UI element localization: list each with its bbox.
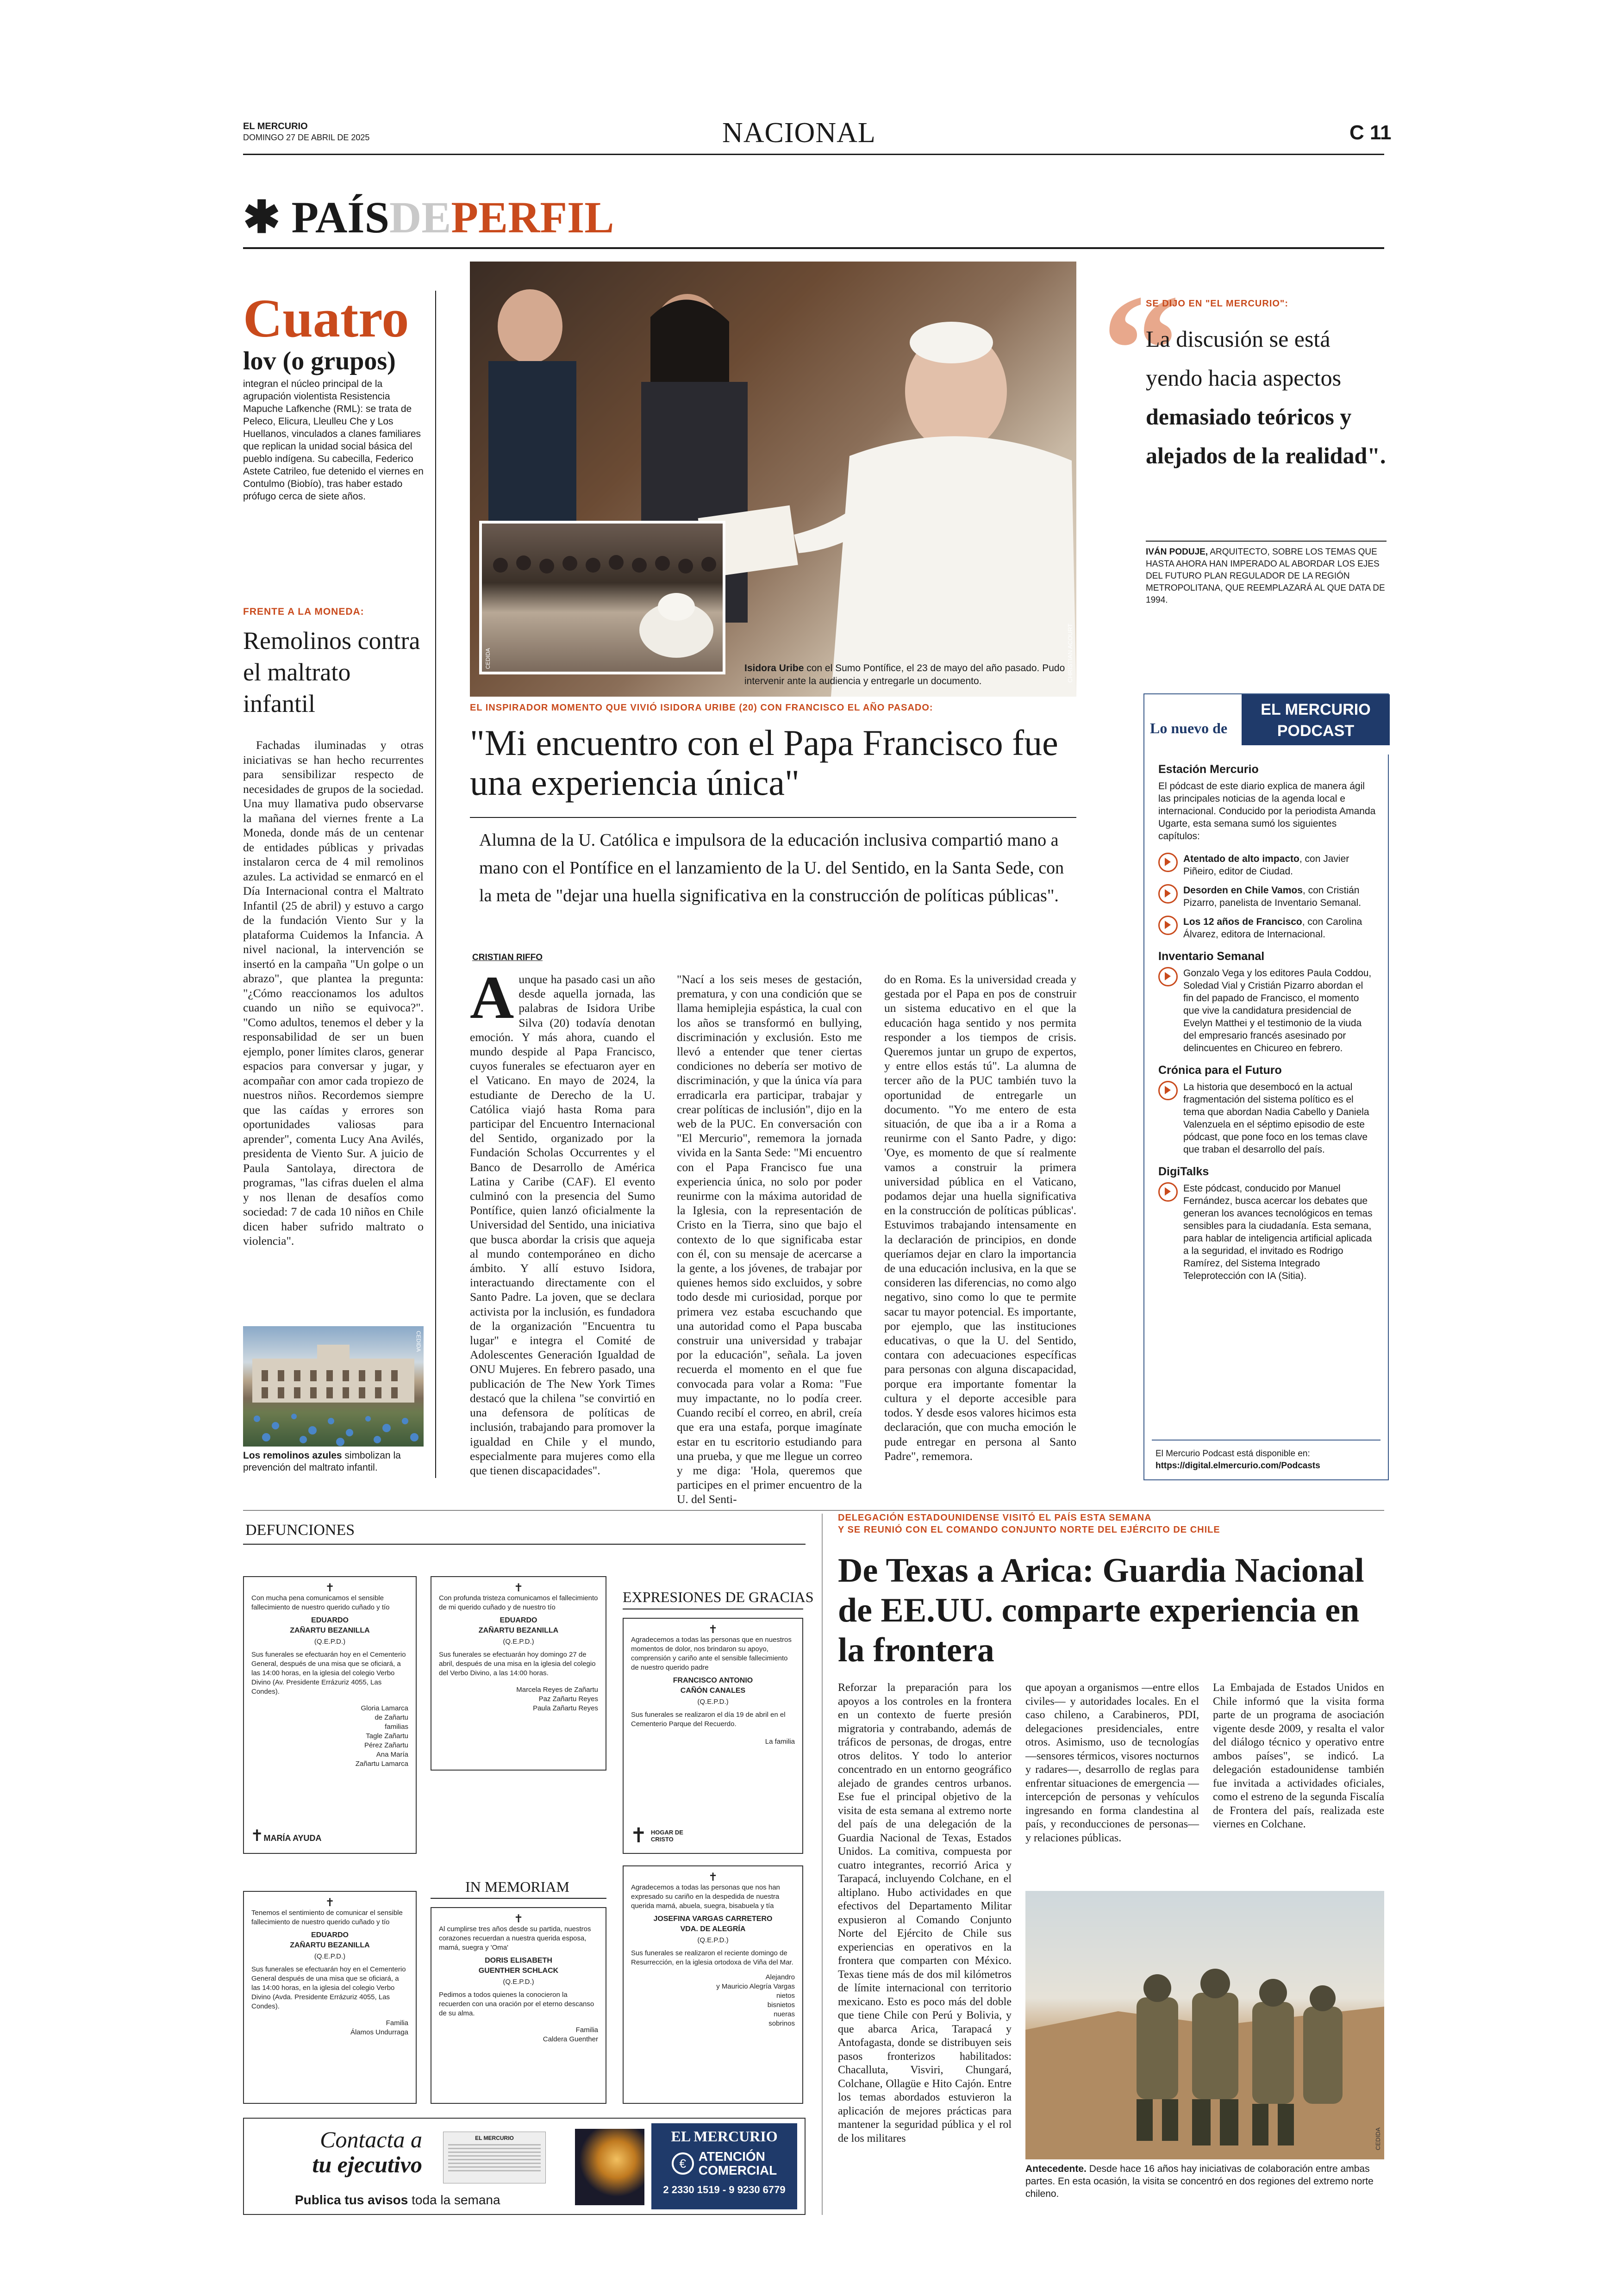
main-column-2-text: "Nací a los seis meses de gestación, prematura, y con una condición que se llama hemiplejia espástica, la cual con los años se transformó en bullying, discriminación y exclusión. Esto me llevó a entender que tener ciertas condiciones no debería ser motivo de discriminación, y que la única vía para erradicarla era participar, trabajar y crear políticas de inclusión", dijo en la web de la PUC. En conversación con "El Mercurio", rememora la jornada vivida en la Santa Sede: "Mi encuentro con el Papa Francisco fue una experiencia única, no solo por poder reunirme con la máxima autoridad de la Iglesia, con la representación de Cristo en la Tierra, sino que bajo el contexto de lo que significaba estar con él, con su mensaje de acercarse a la gente, a los jóvenes, de trabajar por quienes hemos sido excluidos, y sobre todo desde mi curiosidad, porque por primera vez estaba escuchando que una autoridad como el Papa buscaba construir una universidad y trabajar por la educación", señala. La joven recuerda el momento en el que fue convocada para volar a Roma: "Fue muy impactante, no lo podía creer. Cuando recibí el correo, en abril, creía que era una estafa, porque imagínate estar en tu escritorio estudiando para una prueba, y que me llegue un correo y me diga: 'Hola, queremos que participes en el primer encuentro de la U. del Senti- [677,973,862,1506]
texas-photo-credit: CEDIDA [1374,2127,1381,2150]
main-column-3-text: do en Roma. Es la universidad creada y gestada por el Papa en pos de construir un sistema educativo en el que la educación haga sentido y nos permita responder a los tiempos de crisis. Queremos juntar un grupo de expertos, y entre ellos estás tú". La alumna de tercer año de la PUC también tuvo la oportunidad de entregarle un documento. "Yo me entero de esta situación, de que iba a ir a Roma a reunirme con el Santo Padre, y digo: 'Oye, es momento de que sí realmente vamos a construir la primera universidad pública en el Vaticano, podamos dejar una huella significativa en la construcción de políticas públicas'. Estuvimos trabajando intensamente en la declaración de principios, en donde queríamos dejar en claro la importancia de una educación inclusiva, en la que se consideren las diferencias, no como algo negativo, sino como lo que te permite sacar tu mayor potencial. Es importante, por ejemplo, que las instituciones educativas, o que la U. del Sentido, contara con adecuaciones específicas para personas con alguna discapacidad, porque era importante fomentar la cultura y el deporte accesible para todos. Y desde esos valores hicimos esta declaración, que con mucha emoción le pude entregar en persona al Santo Padre", rememora. [884,973,1076,1463]
moneda-illustration [243,1326,424,1447]
remolinos-article [243,606,424,1251]
main-lead: Alumna de la U. Católica e impulsora de la educación inclusiva compartió mano a mano con el Pontífice en el lanzamiento de la U. del Sentido, en la Santa Sede, con la meta de "dejar una huella significativa en la construcción de políticas públicas". [479,830,1064,905]
cross-icon: ✝ [513,1582,524,1594]
podcast-footer-rule [1152,1440,1380,1441]
remolinos-body: Fachadas iluminadas y otras iniciativas se han hecho recurrentes para sensibilizar respecto de necesidades de grupos de la sociedad. Una muy llamativa pudo observarse la mañana del viernes frente a La Moneda, donde más de un centenar de entidades públicas y privadas instalaron cerca de 4 mil remolinos azules. La actividad se enmarcó en el Día Internacional contra el Maltrato Infantil (25 de abril) y estuvo a cargo de la fundación Viento Sur y la plataforma Cuidemos la Infancia. A nivel nacional, la intervención se insertó en la campaña "Un golpe o un abrazo", que plantea la pregunta: "¿Cómo reaccionamos los adultos cuando un niño se equivoca?". "Como adultos, tenemos el deber y la responsabilidad de ser un buen ejemplo, poner límites claros, generar espacios para conversar y jugar, y acompañar con amor cada tropiezo de nuestros niños. Recordemos siempre que las caídas y errores son oportunidades valiosas para aprender", comenta Lucy Ana Avilés, presidenta de Viento Sur. A juicio de Paula Santolaya, directora de programas, "las cifras duelen el alma y nos llenan de desafíos como sociedad: 7 de cada 10 niños en Chile dicen haber sufrido maltrato o violencia". [243,738,424,1247]
podcast-content [1158,759,1376,1289]
play-icon [1158,884,1178,904]
main-photo [470,262,1076,697]
ad-phones[interactable]: 2 2330 1519 - 9 9230 6779 [663,2184,786,2195]
main-column-1-text: unque ha pasado casi un año desde aquella jornada, las palabras de Isidora Uribe Silva (20) todavía denotan emoción. Y más ahora, cuando el mundo despide al Papa Francisco, cuyos funerales se efectuaron ayer en el Vaticano. En mayo de 2024, la estudiante de Derecho de la U. Católica viajó hasta Roma para participar del Encuentro Internacional del Sentido, organizado por la Fundación Scholas Occurrentes y el Banco de Desarrollo de América Latina y Caribe (CAF). El evento culminó con la presencia del Sumo Pontífice, quien lanzó oficialmente la Universidad del Sentido, una iniciativa que busca abordar la crisis que aqueja al mundo contemporáneo en dicho ámbito. Y allí estuvo Isidora, interactuando directamente con el Santo Padre. La joven, que se declara activista por la inclusión, es fundadora de la organización "Encuentra tu lugar" e integra el Comité de Adolescentes Generación Igualdad de ONU Mujeres. En febrero pasado, una publicación de The New York Times destacó que la chilena "se convirtió en una defensora de políticas de inclusión, trabajando para promover la igualdad en Chile y el mundo, especialmente para mujeres como ella que tienen discapacidades". [470,973,655,1477]
podcast-episode[interactable] [1158,967,1376,1054]
main-column-3 [884,972,1076,1466]
masthead-date: DOMINGO 27 DE ABRIL DE 2025 [243,133,370,142]
obituary-box: ✝ Con profunda tristeza comunicamos el fallecimiento de mi querido cuñado y de nuestro tío EDUARDO ZAÑARTU BEZANILLA (Q.E.P.D.) Sus funerales se efectuarán hoy domingo 27 de abril, después de una misa en la iglesia del colegio del Verbo Divino, a las 14:00 horas. Marcela Reyes de Zañartu Paz Zañartu Reyes Paula Zañartu Reyes [431,1576,606,1771]
remolinos-caption: Los remolinos azules simbolizan la prevención del maltrato infantil. [243,1450,401,1473]
texas-column-1 [838,1681,1012,2148]
quote-mark-icon: “ [1102,262,1181,437]
ad-headline: Contacta a tu ejecutivo [312,2127,422,2177]
obituary-box: ✝ Tenemos el sentimiento de comunicar el sensible fallecimiento de nuestro querido cuñado y tío EDUARDO ZAÑARTU BEZANILLA (Q.E.P.D.) Sus funerales se efectuarán hoy en el Cementerio General después de una misa que se oficiará, a las 14:00 horas, en la iglesia del colegio Verbo Divino (Avda. Presidente Errázuriz 4055, Las Condes). Familia Álamos Undurraga [243,1891,417,2104]
quote-text: La discusión se está yendo hacia aspectos demasiado teóricos y alejados de la realidad". [1146,326,1386,468]
ad-newspaper-thumb: EL MERCURIO [443,2132,546,2183]
asterisk-icon: ✱ [243,193,281,242]
cross-icon: ✝ [708,1623,718,1636]
cuatro-big-number: Cuatro [243,288,409,349]
remolinos-photo [243,1326,424,1447]
podcast-footer: El Mercurio Podcast está disponible en: https://digital.elmercurio.com/Podcasts [1156,1448,1320,1472]
main-headline: "Mi encuentro con el Papa Francisco fue una experiencia única" [470,723,1058,803]
gracias-box: ✝ Agradecemos a todas las personas que en nuestros momentos de dolor, nos brindaron su apoyo, comprensión y cariño ante el sensible fallecimiento de nuestro querido padre FRANCISCO ANTONIO CAÑÓN CANALES (Q.E.P.D.) Sus funerales se realizaron el día 19 de abril en el Cementerio Parque del Recuerdo. La familia ✝ HOGAR DE CRISTO [623,1618,803,1854]
audience-illustration [482,524,723,672]
podcast-episode[interactable] [1158,1081,1376,1156]
podcast-link[interactable]: https://digital.elmercurio.com/Podcasts [1156,1461,1320,1471]
main-column-1 [470,963,655,1480]
main-kicker: EL INSPIRADOR MOMENTO QUE VIVIÓ ISIDORA URIBE (20) CON FRANCISCO EL AÑO PASADO: [470,703,933,713]
main-column-2 [677,972,862,1509]
ad-banner[interactable] [243,2118,806,2215]
main-photo-credit: CHRISTIAN ACOURT [1067,624,1074,683]
gracias-header: EXPRESIONES DE GRACIAS [623,1589,814,1605]
podcast-episode[interactable]: Desorden en Chile Vamos, con Cristián Pizarro, panelista de Inventario Semanal. [1158,884,1376,909]
play-icon [1158,967,1178,986]
texas-column-3 [1213,1681,1384,1834]
remolinos-title: Remolinos contra el maltrato infantil [243,627,420,717]
inset-credit: CEDIDA [485,648,491,669]
remolinos-kicker: FRENTE A LA MONEDA: [243,606,364,617]
podcast-episode[interactable]: Los 12 años de Francisco, con Carolina Álvarez, editora de Internacional. [1158,916,1376,941]
texas-column-2-text: que apoyan a organismos —entre ellos civiles— y autoridades locales. En el caso chileno, a Carabineros, PDI, delegaciones presidenciales, entre otros. Asimismo, uso de tecnologías —sensores térmicos, visores nocturnos y radares—, desarrollo de reglas para enfrentar situaciones de emergencia —intercepción de personas y vehículos ingresando en forma clandestina al país, y reconducciones de personas— y relaciones públicas. [1025,1682,1199,1844]
podcast-header [1144,694,1390,755]
play-icon [1158,1182,1178,1202]
podcast-s4-title: DigiTalks [1158,1165,1209,1178]
podcast-episode[interactable] [1158,1182,1376,1282]
main-photo-inset [479,521,725,674]
lower-section-rule [243,1510,1384,1511]
gracias-box: ✝ Agradecemos a todas las personas que nos han expresado su cariño en la despedida de nuestra querida mamá, abuela, suegra, bisabuela y tía JOSEFINA VARGAS CARRETERO VDA. DE ALEGRÍA (Q.E.P.D.) Sus funerales se realizaron el reciente domingo de Resurrección, en la iglesia ortodoxa de Viña del Mar. Alejandro y Mauricio Alegría Vargas nietos bisnietos nueras sobrinos [623,1865,803,2104]
podcast-lo-nuevo: Lo nuevo de [1150,720,1228,736]
texas-caption: Antecedente. Desde hace 16 años hay iniciativas de colaboración entre ambas partes. En esta ocasión, la visita se concentró en dos regiones del extremo norte chileno. [1025,2164,1374,2199]
podcast-s4-body: Este pódcast, conducido por Manuel Fernández, busca acercar los debates que generan los avances tecnológicos en temas sensibles para la ciudadanía. Esta semana, para hablar de inteligencia artificial aplicada a la seguridad, el invitado es Rodrigo Ramírez, del Sistema Integrado Teleprotección con IA (Sitia). [1183,1183,1373,1281]
play-icon [1158,916,1178,935]
main-photo-caption: Isidora Uribe con el Sumo Pontífice, el 23 de mayo del año pasado. Pudo intervenir ante la audiencia y entregarle un documento. [744,663,1065,686]
texas-kicker: DELEGACIÓN ESTADOUNIDENSE VISITÓ EL PAÍS ESTA SEMANA Y SE REUNIÓ CON EL COMANDO CONJUNTO NORTE DEL EJÉRCITO DE CHILE [838,1513,1220,1535]
masthead-paper: EL MERCURIO [243,121,308,131]
podcast-s3-body: La historia que desembocó en la actual fragmentación del sistema político es el tema que abordan Nadia Cabello y Daniela Valenzuela en el séptimo episodio de este pódcast, que pone foco en los temas clave que traban el desarrollo del país. [1183,1082,1369,1155]
texas-column-3-text: La Embajada de Estados Unidos en Chile informó que la visita forma parte de un programa de asociación vigente desde 2009, y resalta el valor del diálogo técnico y operativo entre ambos países", se indicó. La delegación estadounidense también fue invitada a actividades oficiales, como el estreno de la segunda Fiscalía de Frontera del país, realizada este viernes en Colchane. [1213,1682,1384,1830]
dropcap: A [470,963,514,1031]
cuatro-box [243,288,424,503]
quote-source: IVÁN PODUJE, ARQUITECTO, SOBRE LOS TEMAS QUE HASTA AHORA HAN IMPERADO AL ABORDAR LOS EJES DEL FUTURO PLAN REGULADOR DE LA REGIÓN METROPOLITANA, QUE REEMPLAZARÁ AL QUE DATA DE 1994. [1146,547,1385,605]
remolinos-photo-credit: CEDIDA [415,1331,422,1352]
texas-column-1-text: Reforzar la preparación para los apoyos a los controles en la frontera en un contexto de fuerte presión migratoria y contrabando, además de tráficos de personas, de drogas, entre otros delitos. Y todo lo anterior concentrado en un entorno geográfico alejado de grandes centros urbanos. Ese fue el principal objetivo de la visita de esta semana al extremo norte del país de una delegación de la Guardia Nacional de Texas, Estados Unidos. La comitiva, compuesta por cuatro integrantes, recorrió Arica y Tarapacá, incluyendo Colchane, en el altiplano. Hubo actividades en que efectivos del Departamento Militar expusieron al Comando Conjunto Norte del Ejército de Chile sus experiencias en operativos en la frontera que comparten con México. Texas tiene más de dos mil kilómetros de límite internacional con territorio mexicano. Esto es poco más del doble que tiene Chile con Perú y Bolivia, y que abarca Arica, Tarapacá y Antofagasta, donde se distribuyen seis pasos fronterizos habilitados: Chacalluta, Visviri, Chungará, Colchane, Ollagüe e Hito Cajón. Entre los temas abordados estuvieron la aplicación de mejores prácticas para mantener la seguridad pública y el rol de los militares [838,1682,1012,2145]
play-icon [1158,853,1178,872]
memoriam-header: IN MEMORIAM [465,1878,569,1895]
cross-icon: ✝ [250,1827,264,1845]
headline-rule [470,817,1076,818]
podcast-s1-title: Estación Mercurio [1158,763,1259,776]
memoriam-rule [431,1898,606,1899]
ad-brand-block: EL MERCURIO € ATENCIÓN COMERCIAL 2 2330 1519 - 9 9230 6779 [651,2123,797,2209]
banner-word-de: DE [389,193,451,242]
euro-icon: € [672,2152,694,2175]
hogar-cross-icon: ✝ [630,1824,647,1847]
quote-kicker: SE DIJO EN "EL MERCURIO": [1146,299,1289,309]
podcast-s1-body: El pódcast de este diario explica de manera ágil las principales noticias de la agenda local e internacional. Conducido por la periodista Amanda Ugarte, esta semana sumó los siguientes capítulos: [1158,781,1376,842]
maria-ayuda-logo: ✝MARÍA AYUDA [250,1827,322,1845]
cross-icon: ✝ [325,1582,335,1594]
cross-icon: ✝ [325,1896,335,1909]
cuatro-subtitle: lov (o grupos) [243,347,396,375]
podcast-episode[interactable]: Atentado de alto impacto, con Javier Piñeiro, editor de Ciudad. [1158,853,1376,878]
podcast-s2-title: Inventario Semanal [1158,950,1265,963]
play-icon [1158,1081,1178,1100]
defunciones-rule [243,1544,806,1545]
podcast-brand: EL MERCURIO PODCAST [1242,694,1390,745]
page-number: C 11 [1349,121,1392,144]
bottom-column-divider [822,1514,823,2215]
cross-icon: ✝ [513,1913,524,1925]
defunciones-header: DEFUNCIONES [245,1522,355,1539]
left-column-divider [435,291,436,1478]
memoriam-box: ✝ Al cumplirse tres años desde su partida, nuestros corazones recuerdan a nuestra querida esposa, mamá, suegra y 'Oma' DORIS ELISABETH GUENTHER SCHLACK (Q.E.P.D.) Pedimos a todos quienes la conocieron la recuerden con una oración por el eterno descanso de su alma. Familia Caldera Guenther [431,1907,606,2104]
section-title: NACIONAL [722,117,876,149]
texas-photo [1025,1891,1384,2159]
podcast-s2-body: Gonzalo Vega y los editores Paula Coddou, Soledad Vial y Cristián Pizarro abordan el fin del papado de Francisco, el momento que vive la candidatura presidencial de Evelyn Matthei y el testimonio de la viuda del empresario francés asesinado por delincuentes en Chicureo en febrero. [1183,968,1372,1054]
thumb-lines [448,2144,541,2172]
podcast-box [1143,693,1389,1480]
banner-rule [243,247,1384,249]
podcast-s3-title: Crónica para el Futuro [1158,1064,1282,1077]
ad-tagline: Publica tus avisos toda la semana [295,2193,500,2207]
ad-phone-image [575,2129,644,2205]
hogar-de-cristo-logo: ✝ HOGAR DE CRISTO [630,1824,683,1847]
cross-icon: ✝ [708,1871,718,1883]
main-byline: CRISTIAN RIFFO [472,953,543,962]
texas-column-2 [1025,1681,1199,1848]
masthead-rule [243,154,1384,155]
banner-word-pais: PAÍS [291,193,390,242]
banner-word-perfil: PERFIL [451,193,614,242]
texas-headline: De Texas a Arica: Guardia Nacional de EE.UU. comparte experiencia en la frontera [838,1552,1364,1669]
cuatro-body: integran el núcleo principal de la agrupación violentista Resistencia Mapuche Lafkenche (RML): se trata de Peleco, Elicura, Lleulleu Che y Los Huellanos, vinculados a clanes familiares que replican la unidad social básica del pueblo indígena. Su cabecilla, Federico Astete Catrileo, fue detenido el viernes en Contulmo (Biobío), tras haber estado prófugo cerca de siete años. [243,379,424,502]
obituary-box: ✝ Con mucha pena comunicamos el sensible fallecimiento de nuestro querido cuñado y tío EDUARDO ZAÑARTU BEZANILLA (Q.E.P.D.) Sus funerales se efectuarán hoy en el Cementerio General, después de una misa que se oficiará, a las 14:00 horas, en la iglesia del colegio Verbo Divino (Av. Presidente Errázuriz 4055, Las Condes). Gloria Lamarca de Zañartu familias Tagle Zañartu Pérez Zañartu Ana María Zañartu Lamarca ✝MARÍA AYUDA [243,1576,417,1854]
section-banner [243,194,614,241]
soldiers-illustration [1025,1891,1384,2159]
quote-rule [1146,541,1387,542]
